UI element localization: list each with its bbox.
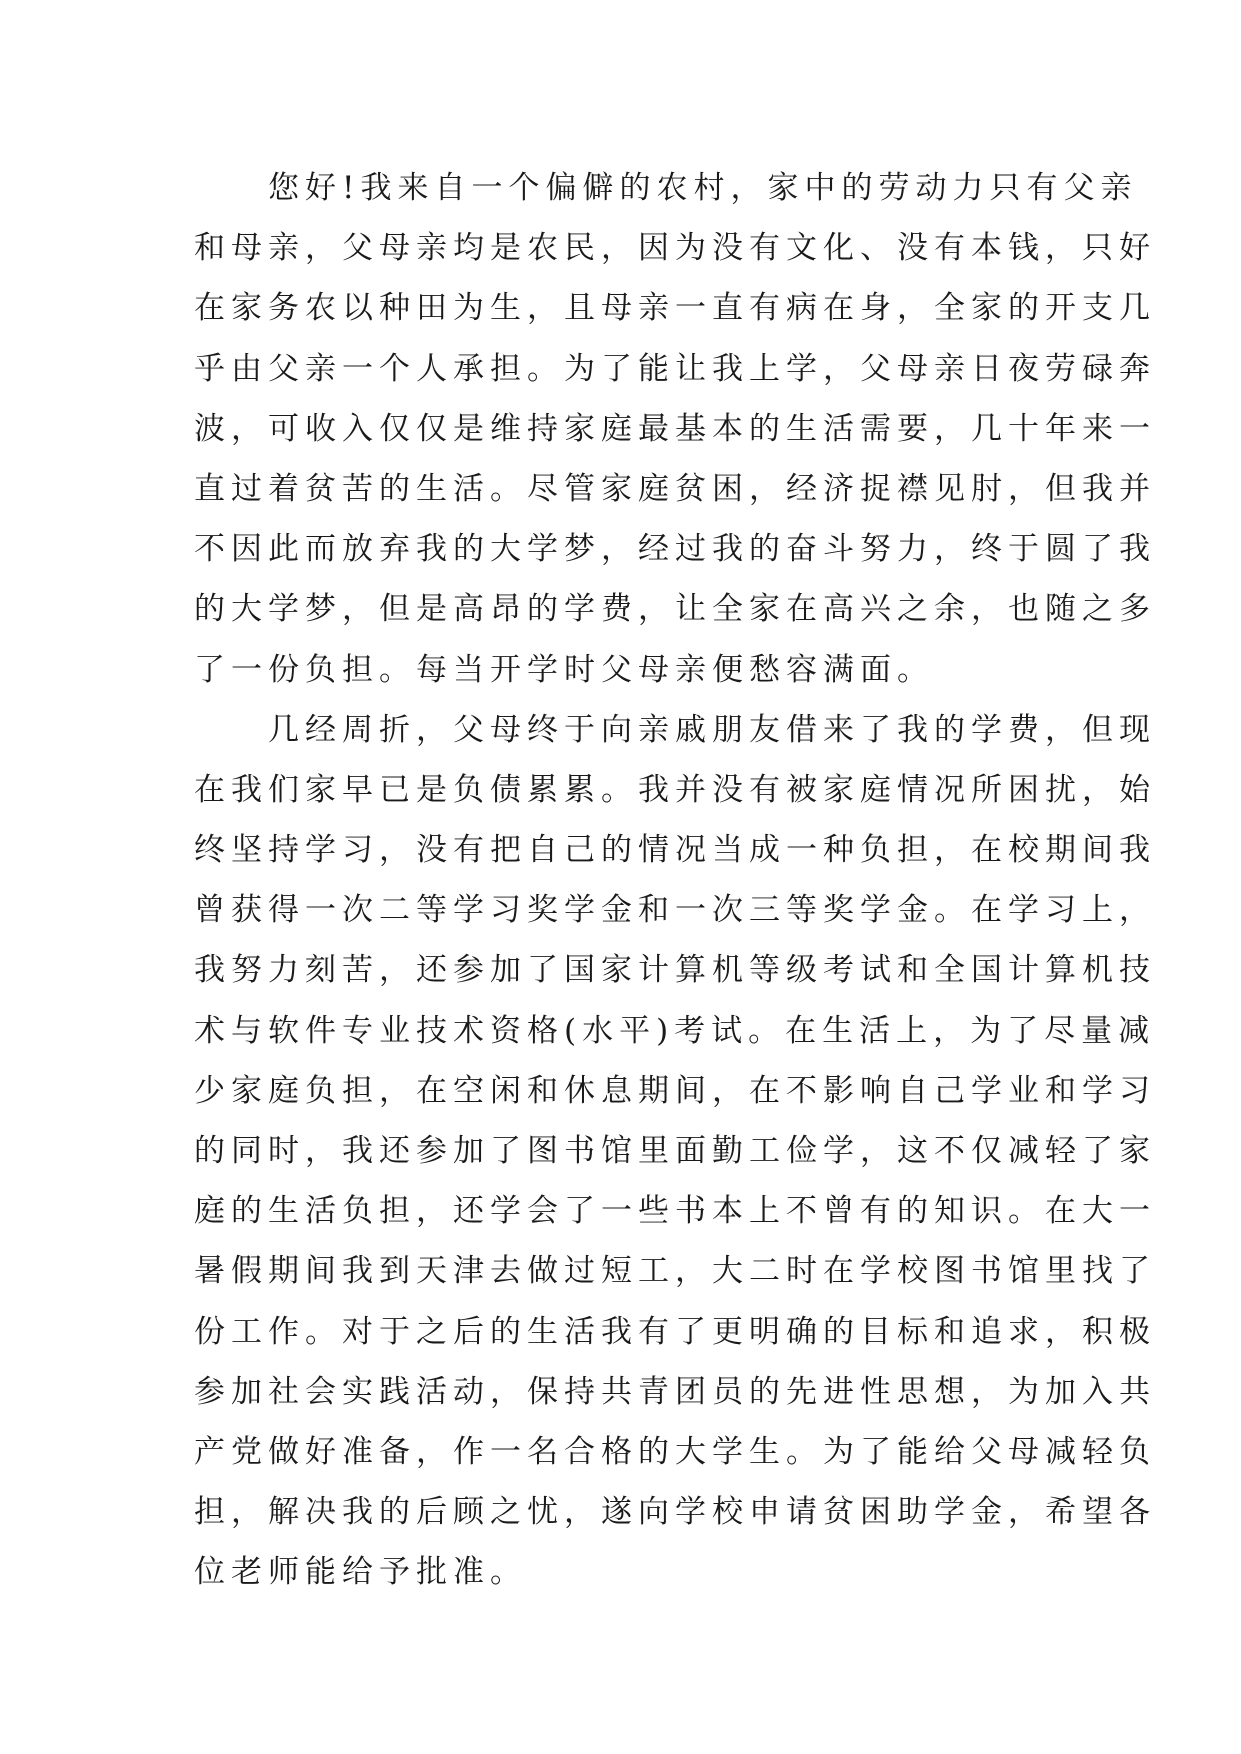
text-line: 了一份负担。每当开学时父母亲便愁容满面。 xyxy=(194,651,934,688)
text-line: 术与软件专业技术资格(水平)考试。在生活上，为了尽量减 xyxy=(194,1012,1156,1049)
text-line: 不因此而放弃我的大学梦，经过我的奋斗努力，终于圆了我 xyxy=(194,531,1156,568)
text-line: 在我们家早已是负债累累。我并没有被家庭情况所困扰，始 xyxy=(194,771,1156,808)
text-line: 曾获得一次二等学习奖学金和一次三等奖学金。在学习上， xyxy=(194,892,1156,929)
letter-body xyxy=(194,158,1156,1603)
text-line: 少家庭负担，在空闲和休息期间，在不影响自己学业和学习 xyxy=(194,1072,1156,1109)
text-line: 您好!我来自一个偏僻的农村，家中的劳动力只有父亲 xyxy=(194,170,1138,206)
text-line: 和母亲，父母亲均是农民，因为没有文化、没有本钱，只好 xyxy=(194,230,1156,267)
text-line: 位老师能给予批准。 xyxy=(194,1554,527,1591)
text-line: 的同时，我还参加了图书馆里面勤工俭学，这不仅减轻了家 xyxy=(194,1133,1156,1169)
text-line: 产党做好准备，作一名合格的大学生。为了能给父母减轻负 xyxy=(194,1433,1156,1470)
text-line: 担，解决我的后顾之忧，遂向学校申请贫困助学金，希望各 xyxy=(194,1494,1156,1531)
text-line: 波，可收入仅仅是维持家庭最基本的生活需要，几十年来一 xyxy=(194,410,1156,447)
text-line: 几经周折，父母终于向亲戚朋友借来了我的学费，但现 xyxy=(194,711,1156,748)
text-line: 直过着贫苦的生活。尽管家庭贫困，经济捉襟见肘，但我并 xyxy=(194,470,1156,507)
text-line: 份工作。对于之后的生活我有了更明确的目标和追求，积极 xyxy=(194,1313,1156,1350)
text-line: 终坚持学习，没有把自己的情况当成一种负担，在校期间我 xyxy=(194,832,1156,869)
text-line: 的大学梦，但是高昂的学费，让全家在高兴之余，也随之多 xyxy=(194,591,1156,628)
text-line: 我努力刻苦，还参加了国家计算机等级考试和全国计算机技 xyxy=(194,952,1156,989)
text-line: 庭的生活负担，还学会了一些书本上不曾有的知识。在大一 xyxy=(194,1193,1156,1230)
text-line: 在家务农以种田为生，且母亲一直有病在身，全家的开支几 xyxy=(194,290,1156,327)
text-line: 乎由父亲一个人承担。为了能让我上学，父母亲日夜劳碌奔 xyxy=(194,350,1156,387)
text-line: 暑假期间我到天津去做过短工，大二时在学校图书馆里找了 xyxy=(194,1253,1156,1290)
text-line: 参加社会实践活动，保持共青团员的先进性思想，为加入共 xyxy=(194,1373,1156,1410)
